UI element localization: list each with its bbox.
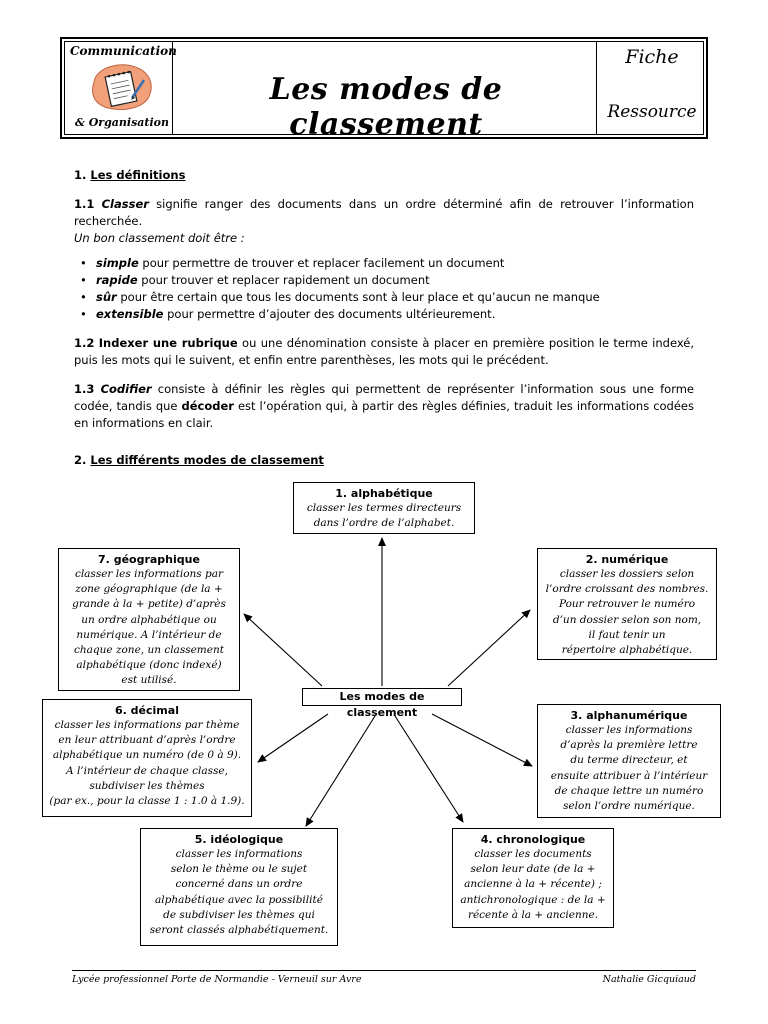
criteria-term: simple [96,256,139,270]
definition-1-2-term: Indexer une rubrique [98,336,238,350]
mode-title: 2. numérique [585,553,669,566]
mode-box-alphabetique [293,482,475,534]
definition-1-3-number: 1.3 [74,382,95,396]
criteria-term: sûr [96,290,117,304]
criteria-text: pour permettre d’ajouter des documents ultérieurement. [163,307,496,321]
mode-line: chaque zone, un classement [74,644,224,657]
mode-line: (par ex., pour la classe 1 : 1.0 à 1.9). [49,795,245,808]
mode-line: l’ordre croissant des nombres. [545,583,709,596]
page-title: Les modes de classement [269,72,503,142]
section-2-number: 2. [74,453,87,467]
mode-line: récente à la + ancienne. [467,908,599,921]
mode-box-chronologique [452,828,614,928]
mode-line: répertoire alphabétique. [561,644,693,657]
arrow-to-numerique [448,610,530,686]
mode-line: classer les informations [565,724,693,736]
definition-1-3-text-2: est l’opération qui, à partir des règles définies, traduit les informations codées en informations en clair. [74,399,694,430]
mode-box-alphanumerique [537,704,721,818]
mode-box-decimal [42,699,252,817]
mode-line: du terme directeur, et [570,754,688,767]
mode-line: d’un dossier selon son nom, [552,613,702,626]
ressource-label: Ressource [607,102,697,122]
arrow-to-ideologique [306,716,375,826]
criteria-text: pour permettre de trouver et replacer facilement un document [138,256,505,270]
mode-line: d’après la première lettre [560,739,698,752]
mode-line: alphabétique avec la possibilité [155,893,323,906]
footer-divider [72,970,696,971]
mode-line: alphabétique (donc indexé) [76,659,222,672]
mode-line: un ordre alphabétique ou [81,613,217,626]
mode-title: 1. alphabétique [335,487,433,500]
mode-line: classer les informations par [74,568,224,580]
definition-1-1-term: Classer [101,197,149,211]
arrow-to-decimal [258,714,328,762]
criteria-term: extensible [96,307,164,321]
section-1-number: 1. [74,168,87,182]
definition-1-3-text-1: consiste à définir les règles qui permettent de représenter l’information sous une forme codée, tandis que [74,382,694,413]
definition-1-3-term-2: décoder [181,399,234,413]
mode-title: 5. idéologique [194,833,284,846]
fiche-label: Fiche [625,46,679,68]
arrow-to-chronologique [395,716,463,822]
mode-line: numérique. A l’intérieur de [76,628,222,641]
mode-box-geographique [58,548,240,691]
mode-line: de subdiviser les thèmes qui [163,908,315,921]
mode-line: ancienne à la + récente) ; [464,878,602,891]
mode-line: grande à la + petite) d’après [72,598,226,611]
mode-title: 3. alphanumérique [570,709,688,722]
section-2-title: Les différents modes de classement [90,453,324,467]
definition-1-2-text: ou une dénomination consiste à placer en première position le terme indexé, puis les mots qui le suivent, et enfin entre parenthèses, les mots qui le précédent. [74,336,695,367]
mode-line: antichronologique : de la + [460,893,606,906]
arrow-to-alphanumerique [432,714,532,766]
mode-box-numerique [537,548,717,660]
mode-line: selon l’ordre numérique. [563,800,695,813]
criteria-text: pour être certain que tous les documents sont à leur place et qu’aucun ne manque [116,290,600,304]
mode-line: zone géographique (de la + [75,583,223,596]
mode-box-ideologique [140,828,338,946]
mode-title: 4. chronologique [480,833,586,846]
definition-1-3-term: Codifier [100,382,152,396]
mode-line: concerné dans un ordre [175,878,303,891]
mode-line: de chaque lettre un numéro [554,784,704,797]
mode-line: dans l’ordre de l’alphabet. [313,517,455,530]
footer-school: Lycée professionnel Porte de Normandie - Verneuil sur Avre [72,974,362,985]
mode-line: classer les dossiers selon [559,568,695,580]
criteria-text: pour trouver et replacer rapidement un document [137,273,430,287]
mode-line: A l’intérieur de chaque classe, [66,764,228,777]
brand-top-text: Communication [70,44,177,58]
definition-1-1-intro: Un bon classement doit être : [74,231,245,245]
definition-1-1-text: signifie ranger des documents dans un ordre déterminé afin de retrouver l’information recherchée. [74,197,694,228]
mode-line: classer les informations par thème [54,719,240,731]
criteria-term: rapide [96,273,138,287]
mode-line: alphabétique un numéro (de 0 à 9). [52,749,242,762]
mode-line: classer les termes directeurs [306,502,462,514]
mode-line: selon le thème ou le sujet [170,863,308,876]
footer-author: Nathalie Gicquiaud [602,974,696,985]
mode-line: subdiviser les thèmes [89,779,205,792]
section-1-title: Les définitions [90,168,186,182]
brand-bottom-text: & Organisation [74,116,170,129]
mode-line: seront classés alphabétiquement. [149,924,329,937]
mode-title: 6. décimal [115,704,179,717]
mode-line: selon leur date (de la + [470,863,596,876]
mode-line: classer les documents [474,848,592,860]
mode-title: 7. géographique [98,553,200,566]
mode-line: il faut tenir un [588,628,666,641]
definition-1-2-number: 1.2 [74,336,95,350]
mode-line: ensuite attribuer à l’intérieur [550,769,708,782]
mode-line: Pour retrouver le numéro [558,598,696,611]
mode-line: en leur attribuant d’après l’ordre [58,734,236,747]
arrow-to-geographique [244,614,322,686]
mode-line: est utilisé. [121,674,177,687]
mode-line: classer les informations [175,848,303,860]
definition-1-1-number: 1.1 [74,197,95,211]
diagram-center-box: Les modes de classement [302,688,462,706]
